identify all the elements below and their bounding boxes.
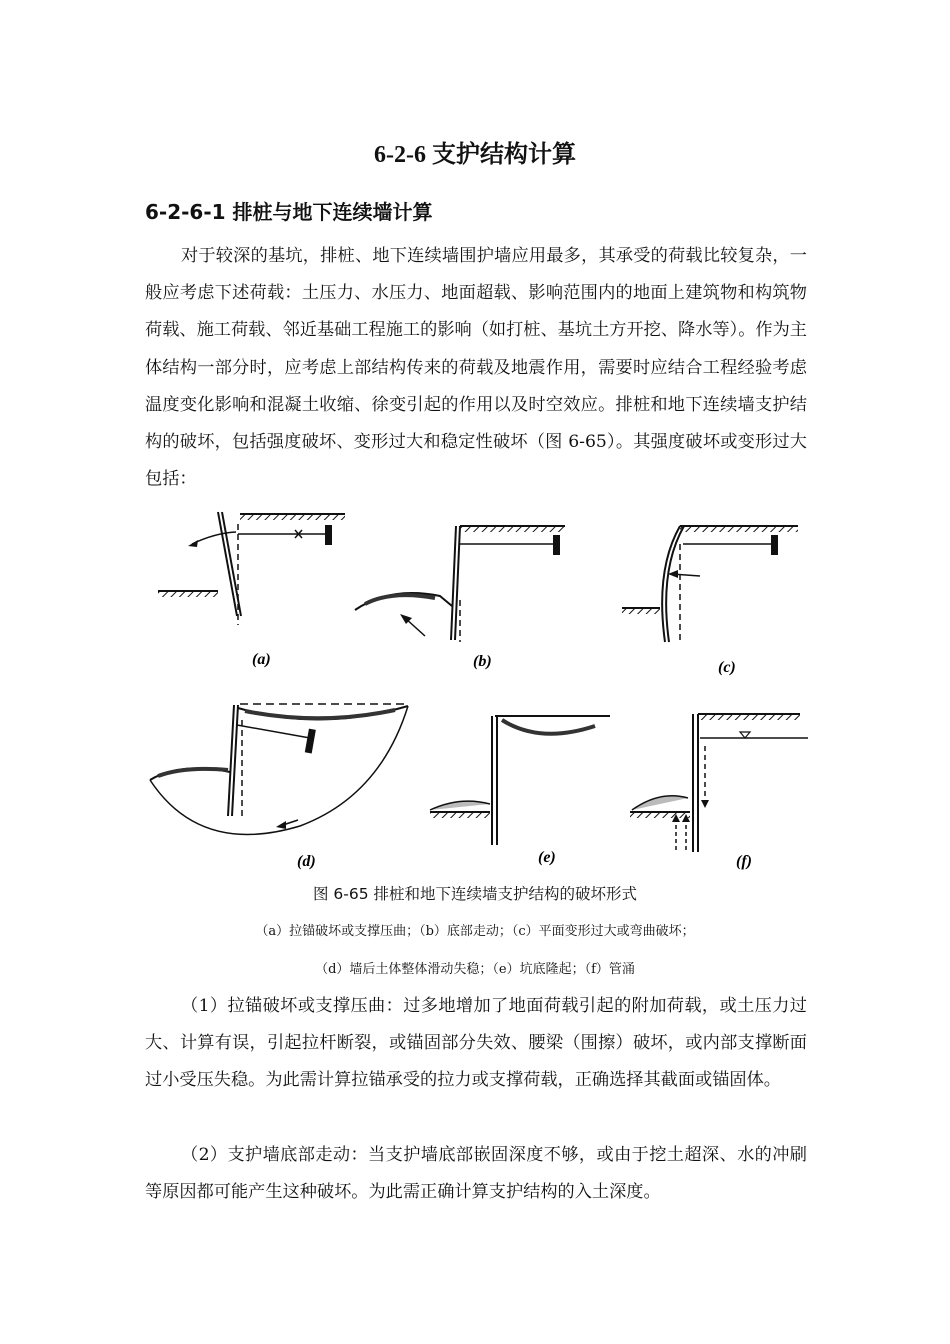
panel-d-diagram: [150, 704, 408, 834]
figure-note-line-1: （a）拉锚破坏或支撑压曲；（b）底部走动；（c）平面变形过大或弯曲破坏；: [255, 924, 695, 939]
failure-modes-figure: [140, 500, 820, 880]
page-title: 6-2-6 支护结构计算: [374, 142, 576, 168]
panel-label-d: (d): [297, 853, 316, 870]
intro-paragraph: 对于较深的基坑，排桩、地下连续墙围护墙应用最多，其承受的荷载比较复杂，一般应考虑下述荷载：土压力、水压力、地面超载、影响范围内的地面上建筑物和构筑物荷载、施工荷载、邻近基础工程施工的影响（如打桩、基坑土方开挖、降水等）。作为主体结构一部分时，应考虑上部结构传来的荷载及地震作用，需要时应结合工程经验考虑温度变化影响和混凝土收缩、徐变引起的作用以及时空效应。排桩和地下连续墙支护结构的破坏，包括强度破坏、变形过大和稳定性破坏（图 6-65）。其强度破坏或变形过大包括：: [145, 246, 807, 490]
panel-b-diagram: [355, 526, 565, 642]
panel-label-a: (a): [252, 651, 271, 668]
panel-a-diagram: [158, 512, 345, 625]
panel-label-f: (f): [736, 853, 752, 870]
panel-label-e: (e): [538, 849, 556, 866]
figure-caption: 图 6-65 排桩和地下连续墙支护结构的破坏形式: [312, 885, 638, 903]
paragraph-anchor-failure: （1）拉锚破坏或支撑压曲：过多地增加了地面荷载引起的附加荷载，或土压力过大、计算有误，引起拉杆断裂，或锚固部分失效、腰梁（围擦）破坏，或内部支撑断面过小受压失稳。为此需计算拉锚承受的拉力或支撑荷载，正确选择其截面或锚固体。: [145, 996, 807, 1091]
panel-f-diagram: [630, 714, 808, 852]
panel-label-c: (c): [718, 659, 736, 676]
panel-c-diagram: [622, 526, 798, 642]
paragraph-base-movement: （2）支护墙底部走动：当支护墙底部嵌固深度不够，或由于挖土超深、水的冲刷等原因都可能产生这种破坏。为此需正确计算支护结构的入土深度。: [145, 1145, 807, 1203]
panel-e-diagram: [430, 716, 610, 845]
figure-note-line-2: （d）墙后土体整体滑动失稳；（e）坑底隆起；（f）管涌: [315, 962, 635, 977]
panel-label-b: (b): [473, 653, 492, 670]
section-title: 6-2-6-1 排桩与地下连续墙计算: [145, 200, 433, 224]
